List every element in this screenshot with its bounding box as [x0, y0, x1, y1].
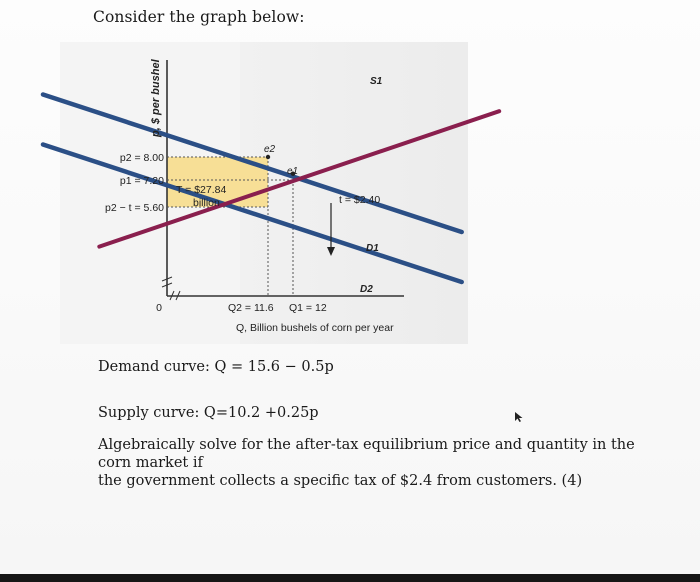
bottom-frame-bar [0, 574, 700, 582]
tax-box-line2: billion [193, 197, 220, 209]
x-axis-label: Q, Billion bushels of corn per year [236, 322, 394, 334]
y-tick-p2: p2 = 8.00 [119, 152, 164, 164]
x-tick-q2: Q2 = 11.6 [228, 302, 274, 314]
y-tick-p1: p1 = 7.20 [119, 175, 164, 187]
label-d2: D2 [360, 284, 373, 295]
tax-label: t = $2.40 [339, 194, 381, 206]
origin-label: 0 [156, 302, 162, 314]
label-e1: e1 [287, 166, 299, 177]
mouse-pointer-icon [514, 411, 524, 423]
tax-arrow-head [327, 247, 335, 256]
label-e2: e2 [264, 144, 276, 155]
x-tick-q1: Q1 = 12 [289, 302, 327, 314]
question-line-1: Algebraically solve for the after-tax equilibrium price and quantity in the corn market if [98, 437, 635, 471]
label-d1: D1 [366, 243, 379, 254]
equilibrium-point-e2 [266, 155, 270, 159]
y-axis-label: p, $ per bushel [150, 59, 162, 137]
question-text [98, 436, 658, 490]
demand-curve-equation: Demand curve: Q = 15.6 − 0.5p [98, 359, 334, 375]
question-line-2: the government collects a specific tax of $2.4 from customers. (4) [98, 473, 583, 489]
label-s1: S1 [370, 76, 383, 87]
y-tick-p2-minus-t: p2 − t = 5.60 [105, 202, 164, 214]
supply-curve-equation: Supply curve: Q=10.2 +0.25p [98, 405, 319, 421]
intro-text: Consider the graph below: [93, 8, 305, 26]
tax-box-line1: T = $27.84 [176, 184, 227, 196]
